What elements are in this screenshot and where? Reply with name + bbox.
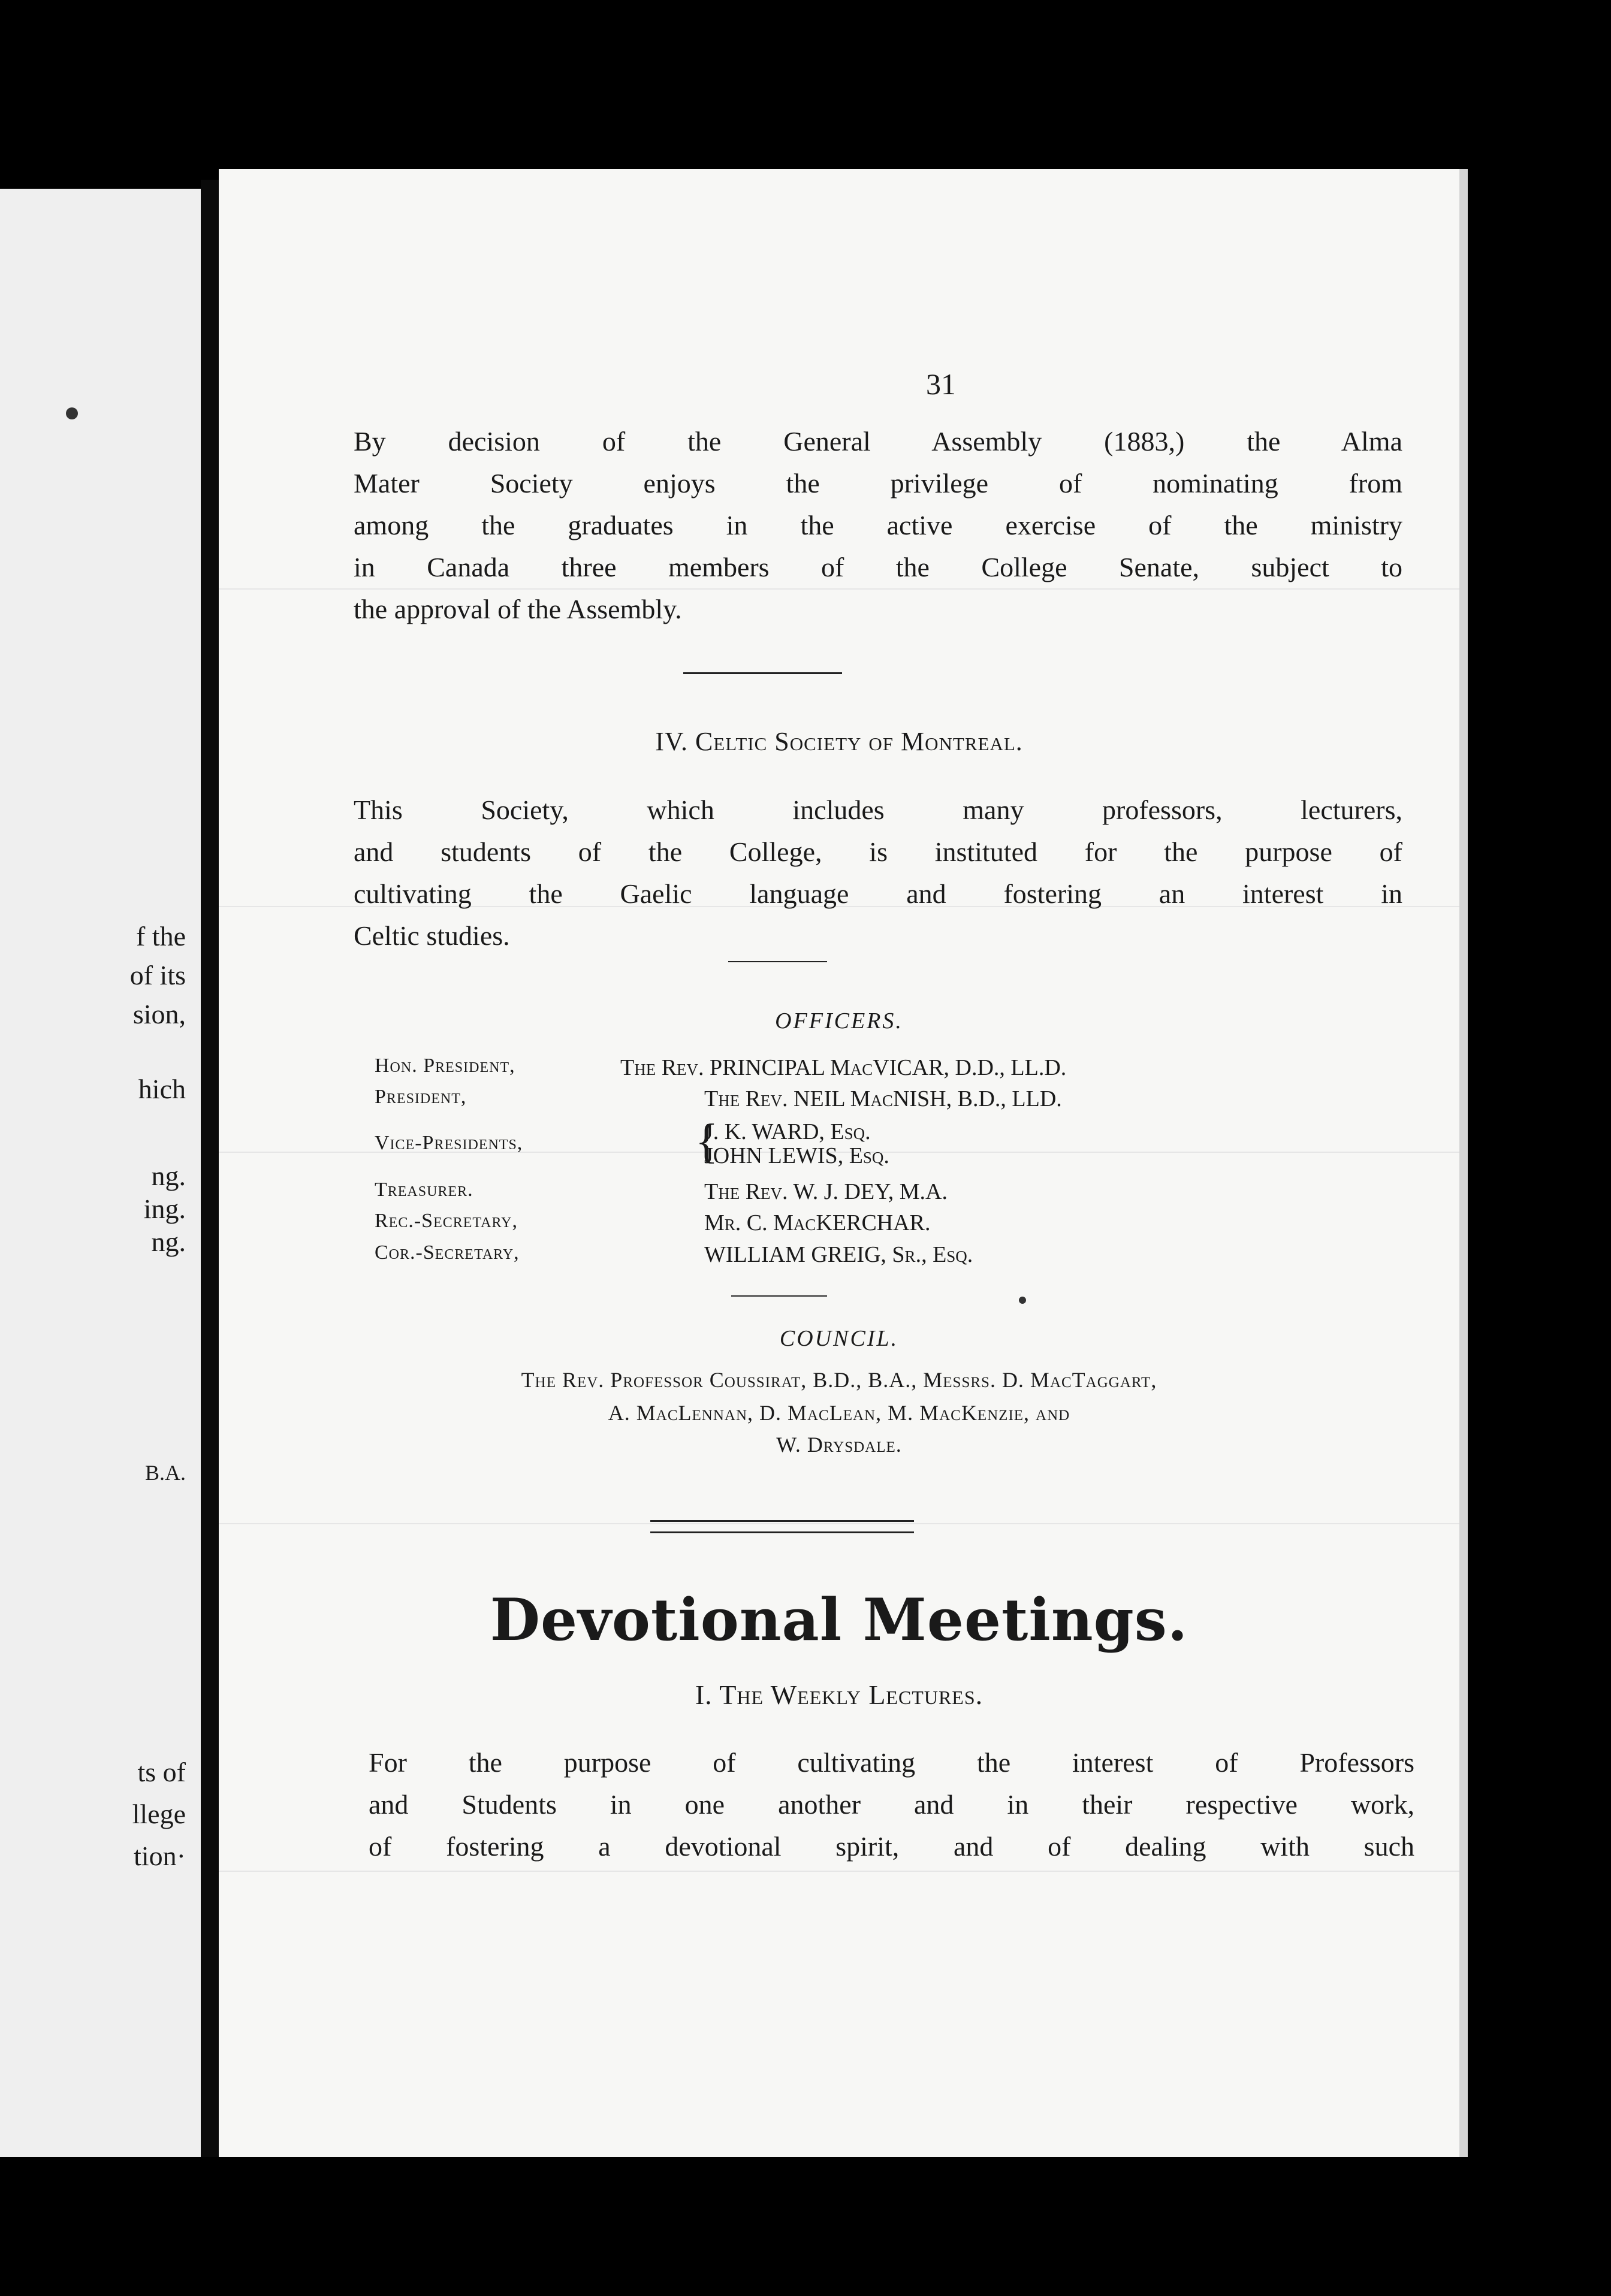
left-fragment: ng.	[151, 1161, 186, 1191]
officer-name: The Rev. PRINCIPAL MacVICAR, D.D., LL.D.	[620, 1055, 1067, 1080]
text-line: By decision of the General Assembly (1883,) the Alma	[354, 426, 1402, 457]
text-line: Mater Society enjoys the privilege of nominating from	[354, 468, 1402, 499]
ink-spot	[1019, 1297, 1026, 1304]
council-line: The Rev. Professor Coussirat, B.D., B.A., Messrs. D. MacTaggart,	[521, 1368, 1157, 1392]
text-line: of fostering a devotional spirit, and of dealing with such	[369, 1831, 1414, 1862]
left-fragment: ts of	[137, 1757, 186, 1787]
left-fragment: tion·	[134, 1841, 186, 1871]
left-fragment: ng.	[151, 1226, 186, 1257]
officer-row	[375, 1241, 1405, 1271]
officer-row	[375, 1055, 1405, 1084]
text-line: For the purpose of cultivating the interest of Professors	[369, 1747, 1414, 1778]
text-line: cultivating the Gaelic language and fostering an interest in	[354, 878, 1402, 909]
officer-row	[375, 1143, 1405, 1173]
text-line: Celtic studies.	[354, 920, 510, 951]
council-heading: COUNCIL.	[779, 1326, 899, 1351]
page-number: 31	[926, 367, 956, 401]
officer-name: The Rev. W. J. DEY, M.A.	[704, 1179, 948, 1204]
text-line: This Society, which includes many professors, lecturers,	[354, 794, 1402, 825]
officer-role: Vice-Presidents,	[375, 1132, 523, 1154]
text-line: in Canada three members of the College Senate, subject to	[354, 552, 1402, 582]
officer-role: Rec.-Secretary,	[375, 1210, 518, 1232]
left-fragment: ing.	[143, 1194, 186, 1224]
left-fragment: f the	[135, 921, 186, 951]
officer-row	[375, 1210, 1405, 1240]
council-line: W. Drysdale.	[776, 1433, 902, 1457]
celtic-society-heading: IV. Celtic Society of Montreal.	[655, 727, 1023, 756]
officer-name: J. K. WARD, Esq.	[704, 1119, 871, 1144]
section-divider	[683, 672, 842, 674]
officer-row	[375, 1086, 1405, 1116]
left-fragment: sion,	[132, 999, 186, 1029]
text-line: among the graduates in the active exercise of the ministry	[354, 510, 1402, 540]
officer-role: Hon. President,	[375, 1055, 515, 1077]
officer-name: The Rev. NEIL MacNISH, B.D., LLD.	[704, 1086, 1062, 1111]
assembly-paragraph	[354, 421, 1402, 630]
section-divider	[728, 961, 827, 962]
devotional-meetings-title: Devotional Meetings.	[490, 1586, 1188, 1654]
text-line: and Students in one another and in their respective work,	[369, 1789, 1414, 1820]
left-fragment: llege	[132, 1799, 186, 1829]
lectures-paragraph	[369, 1742, 1414, 1868]
council-line: A. MacLennan, D. MacLean, M. MacKenzie, and	[608, 1401, 1070, 1425]
officer-name: WILLIAM GREIG, Sr., Esq.	[704, 1242, 973, 1267]
left-page	[0, 189, 201, 2157]
left-fragment: B.A.	[144, 1461, 186, 1485]
book-gutter	[201, 180, 219, 2157]
section-divider	[731, 1295, 827, 1297]
brace-symbol: {	[695, 1115, 719, 1168]
officer-name: JOHN LEWIS, Esq.	[704, 1143, 889, 1168]
left-fragment: of its	[129, 960, 186, 990]
officer-role: President,	[375, 1086, 467, 1108]
ink-spot	[66, 407, 78, 419]
officer-name: Mr. C. MacKERCHAR.	[704, 1210, 931, 1235]
celtic-paragraph	[354, 789, 1402, 957]
officer-role: Cor.-Secretary,	[375, 1241, 520, 1264]
weekly-lectures-heading: I. The Weekly Lectures.	[695, 1679, 984, 1710]
ruled-line	[219, 1871, 1459, 1872]
double-divider	[650, 1520, 914, 1533]
left-fragment: hich	[138, 1074, 186, 1104]
text-line: and students of the College, is instituted for the purpose of	[354, 836, 1402, 867]
officers-heading: OFFICERS.	[775, 1008, 903, 1034]
text-line: the approval of the Assembly.	[354, 594, 682, 624]
officer-role: Treasurer.	[375, 1179, 473, 1201]
right-page	[219, 169, 1468, 2157]
officer-row	[375, 1179, 1405, 1209]
